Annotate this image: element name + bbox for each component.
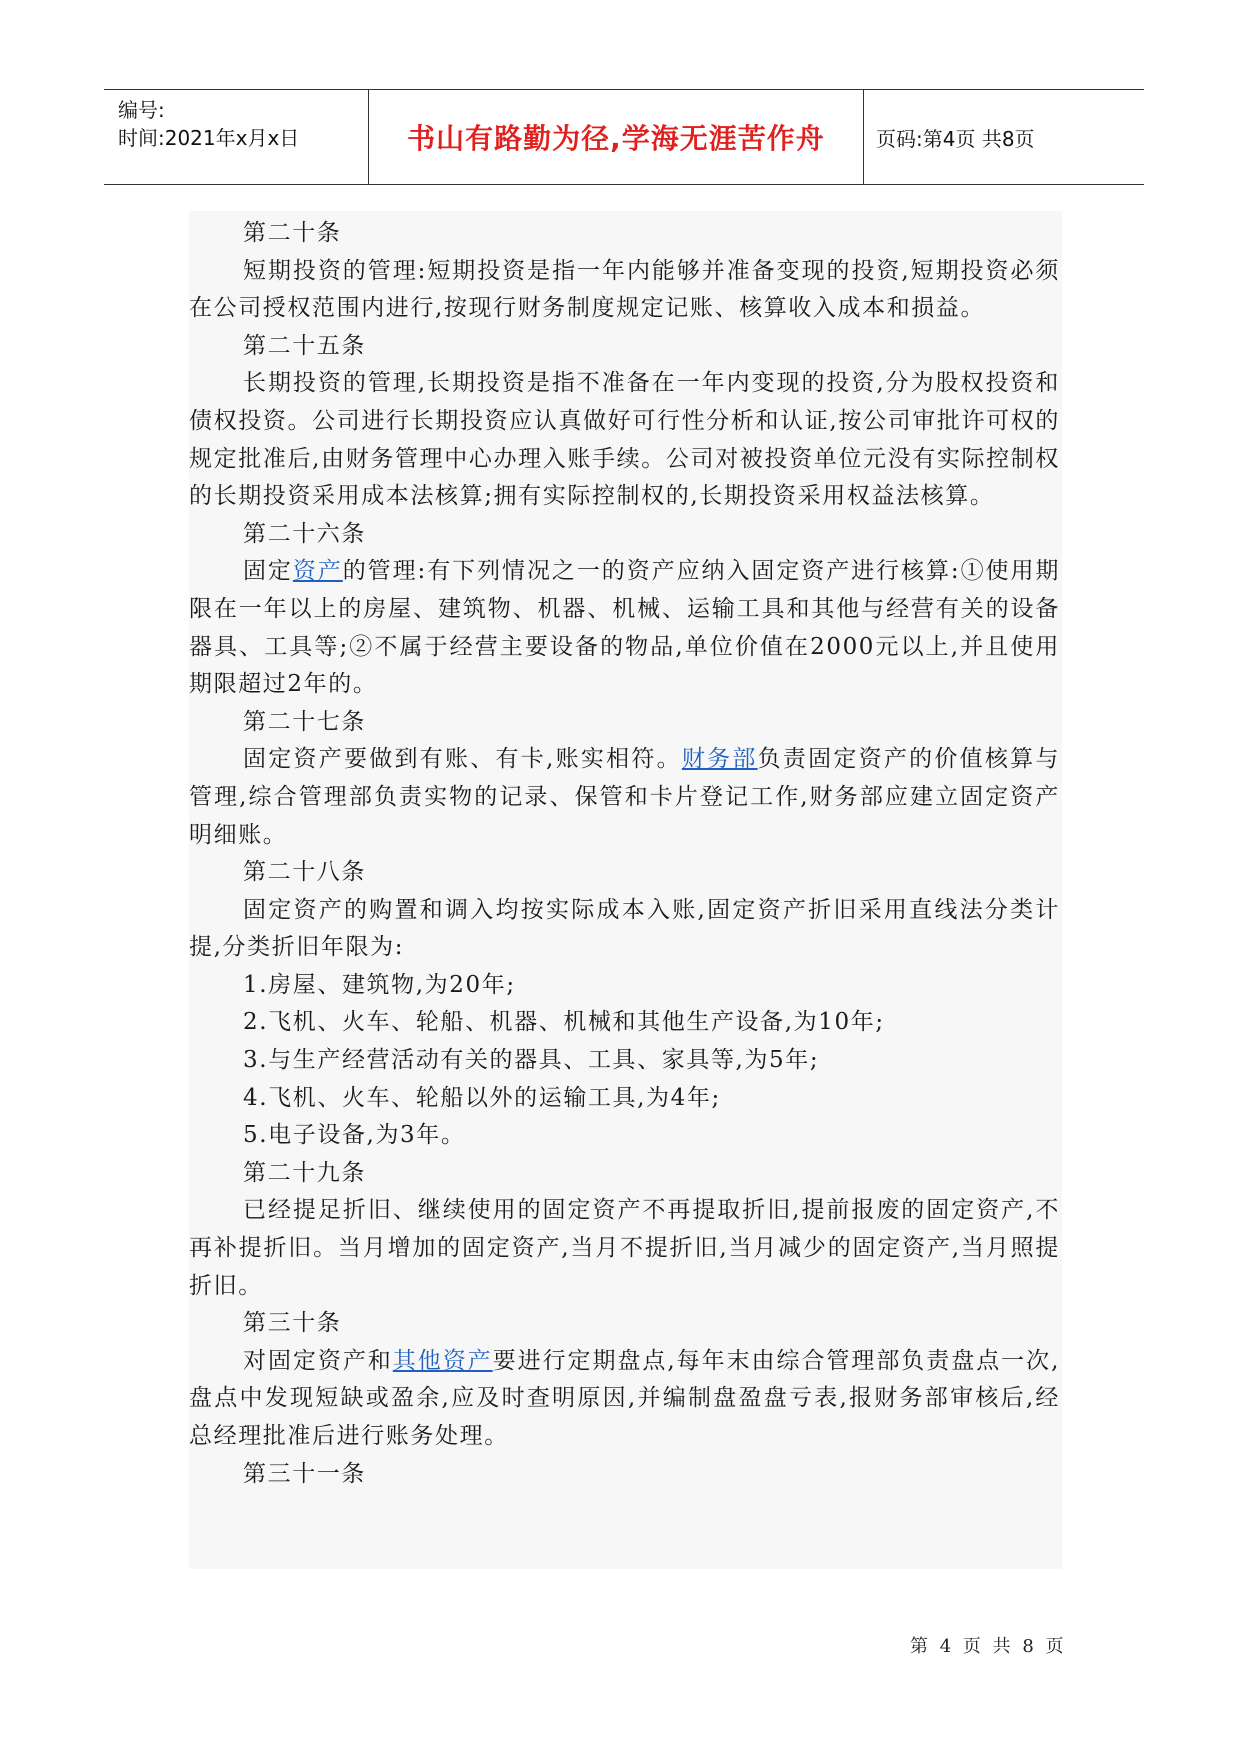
list-item: 4.飞机、火车、轮船以外的运输工具,为4年;: [243, 1084, 721, 1111]
header-meta-cell: [104, 90, 369, 184]
article-heading: 第二十八条: [243, 859, 366, 886]
page-footer: 第 4 页 共 8 页: [910, 1636, 1067, 1657]
number-label: 编号:: [118, 98, 165, 122]
article-heading: 第三十一条: [243, 1460, 366, 1487]
paragraph: 长期投资的管理,长期投资是指不准备在一年内变现的投资,分为股权投资和债权投资。公司进行长期投资应认真做好可行性分析和认证,按公司审批许可权的规定批准后,由财务管理中心办理入账手续。公司对被投资单位元没有实际控制权的长期投资采用成本法核算;拥有实际控制权的,长期投资采用权益法核算。: [189, 370, 1060, 510]
paragraph: [189, 1343, 1062, 1456]
article-heading: 第二十七条: [243, 708, 366, 735]
paragraph: 短期投资的管理:短期投资是指一年内能够并准备变现的投资,短期投资必须在公司授权范围内进行,按现行财务制度规定记账、核算收入成本和损益。: [189, 257, 1060, 322]
time-label: 时间:2021年x月x日: [118, 126, 300, 150]
article-heading: 第二十六条: [243, 520, 366, 547]
assets-link[interactable]: 资产: [292, 558, 343, 585]
other-assets-link[interactable]: 其他资产: [392, 1347, 493, 1374]
paragraph-text: 要进行定期盘点,每年末由综合管理部负责盘点一次,盘点中发现短缺或盈余,应及时查明原因,并编制盘盈盘亏表,报财务部审核后,经总经理批准后进行账务处理。: [189, 1347, 1060, 1449]
paragraph: [189, 741, 1062, 854]
document-body: [189, 211, 1062, 1569]
finance-dept-link[interactable]: 财务部: [681, 746, 758, 773]
page-info: 页码:第4页 共8页: [876, 126, 1035, 151]
article-heading: 第二十条: [243, 220, 342, 246]
list-item: 3.与生产经营活动有关的器具、工具、家具等,为5年;: [243, 1047, 820, 1074]
paragraph: [189, 553, 1062, 703]
list-item: 1.房屋、建筑物,为20年;: [243, 971, 516, 998]
paragraph-text: 固定: [243, 558, 293, 585]
header-motto-cell: [369, 90, 864, 184]
list-item: 2.飞机、火车、轮船、机器、机械和其他生产设备,为10年;: [243, 1009, 885, 1036]
paragraph-text: 固定资产要做到有账、有卡,账实相符。: [243, 746, 682, 773]
header-page-cell: [864, 90, 1144, 184]
paragraph: 固定资产的购置和调入均按实际成本入账,固定资产折旧采用直线法分类计提,分类折旧年限为:: [189, 896, 1060, 961]
paragraph-text: 负责固定资产的价值核算与管理,综合管理部负责实物的记录、保管和卡片登记工作,财务部应建立固定资产明细账。: [189, 746, 1060, 848]
article-heading: 第二十五条: [243, 332, 366, 359]
paragraph: 已经提足折旧、继续使用的固定资产不再提取折旧,提前报废的固定资产,不再补提折旧。当月增加的固定资产,当月不提折旧,当月减少的固定资产,当月照提折旧。: [189, 1197, 1060, 1299]
list-item: 5.电子设备,为3年。: [243, 1122, 466, 1149]
paragraph-text: 的管理:有下列情况之一的资产应纳入固定资产进行核算:①使用期限在一年以上的房屋、建筑物、机器、机械、运输工具和其他与经营有关的设备器具、工具等;②不属于经营主要设备的物品,单位价值在2000元以上,并且使用期限超过2年的。: [189, 558, 1060, 698]
document-header: [104, 89, 1144, 185]
paragraph-text: 对固定资产和: [243, 1347, 393, 1374]
motto-text: 书山有路勤为径,学海无涯苦作舟: [407, 122, 825, 155]
article-heading: 第二十九条: [243, 1159, 366, 1186]
article-heading: 第三十条: [243, 1310, 342, 1337]
